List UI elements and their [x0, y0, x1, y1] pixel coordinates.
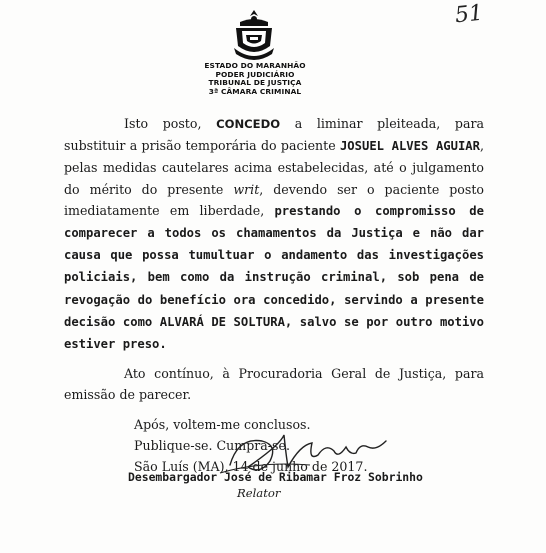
decision-body [64, 113, 484, 477]
procuradoria-paragraph: Ato contínuo, à Procuradoria Geral de Justiça, para emissão de parecer. [64, 366, 484, 403]
coat-of-arms-seal [232, 8, 276, 62]
letterhead-chamber: 3ª CÂMARA CRIMINAL [208, 86, 302, 96]
writ-term: writ [233, 181, 260, 197]
decision-paragraph [64, 113, 484, 355]
text-run: , pelas medidas cautelares acima estabelecidas, até o julgamento do mérito do presente [64, 138, 484, 197]
handwritten-page-number: 51 [453, 0, 485, 29]
alvara-de-soltura: ALVARÁ DE SOLTURA [159, 314, 285, 329]
bold-conditions-end: , salvo se por outro motivo estiver preso. [64, 314, 484, 352]
text-run: , devendo ser o paciente posto imediatamente em liberdade, [64, 181, 484, 218]
date-line: São Luís (MA), 14 de junho de 2017. [134, 459, 368, 475]
closing-line-2: Publique-se. Cumpra-se. [134, 437, 290, 453]
patient-name: JOSUEL ALVES AGUIAR [339, 139, 480, 154]
text-run: Isto posto, [124, 116, 217, 131]
signer-name: Desembargador José de Ribamar Froz Sobrinho [128, 470, 423, 484]
letterhead-court: TRIBUNAL DE JUSTIÇA [208, 78, 302, 88]
letterhead-power: PODER JUDICIÁRIO [215, 69, 295, 79]
letterhead [180, 62, 330, 96]
signer-role: Relator [237, 486, 281, 500]
bold-conditions: prestando o compromisso de comparecer a todos os chamamentos da Justiça e não dar causa que possa tumultuar o andamento das investigações policiais, bem como da instrução criminal, sob pena de revogação do benefício ora concedido, servindo a presente decisão como [64, 203, 484, 329]
text-run: a liminar pleiteada, para substituir a prisão temporária do paciente [64, 116, 485, 154]
concedo-emphasis: CONCEDO [216, 117, 281, 131]
closing-line-1: Após, voltem-me conclusos. [134, 416, 311, 432]
letterhead-state: ESTADO DO MARANHÃO [204, 61, 306, 70]
